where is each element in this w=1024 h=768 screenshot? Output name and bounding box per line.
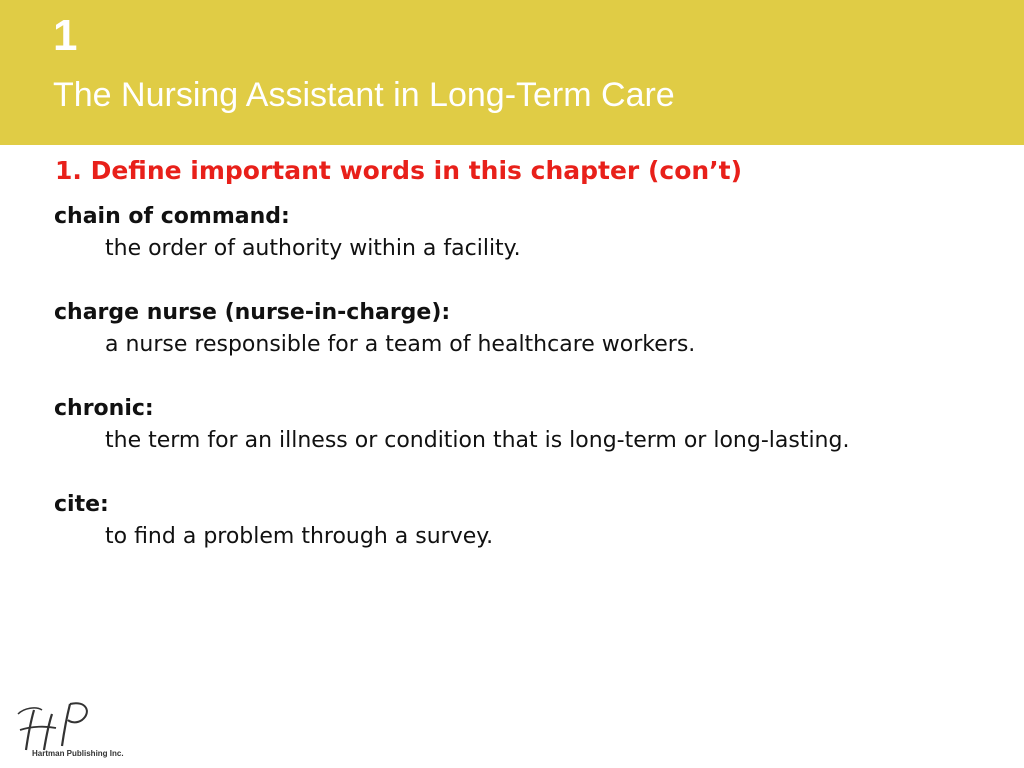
term-name: cite: [54, 492, 109, 517]
chapter-number: 1 [53, 11, 78, 60]
term-name: chronic: [54, 396, 154, 421]
logo-h-left-stroke [26, 710, 34, 750]
logo-p-stem [62, 704, 70, 746]
slide-heading: 1. Define important words in this chapter (con’t) [55, 156, 743, 185]
term-entry [54, 393, 954, 457]
logo-h-crossbar [20, 727, 56, 730]
logo-text: Hartman Publishing Inc. [32, 749, 124, 758]
term-definition: the order of authority within a facility. [105, 236, 521, 261]
term-definition: a nurse responsible for a team of healthcare workers. [105, 332, 696, 357]
hartman-publishing-logo [12, 700, 172, 760]
chapter-title: The Nursing Assistant in Long-Term Care [53, 76, 675, 114]
term-definition: the term for an illness or condition that is long-term or long-lasting. [105, 428, 850, 453]
term-list [54, 201, 954, 585]
logo-h-right-stroke [44, 714, 52, 750]
logo-h-flourish [18, 708, 42, 714]
term-name: charge nurse (nurse-in-charge): [54, 300, 451, 325]
term-entry [54, 489, 954, 553]
term-name: chain of command: [54, 204, 290, 229]
term-definition: to find a problem through a survey. [105, 524, 494, 549]
term-entry [54, 201, 954, 265]
term-entry [54, 297, 954, 361]
logo-p-bowl [68, 703, 87, 722]
